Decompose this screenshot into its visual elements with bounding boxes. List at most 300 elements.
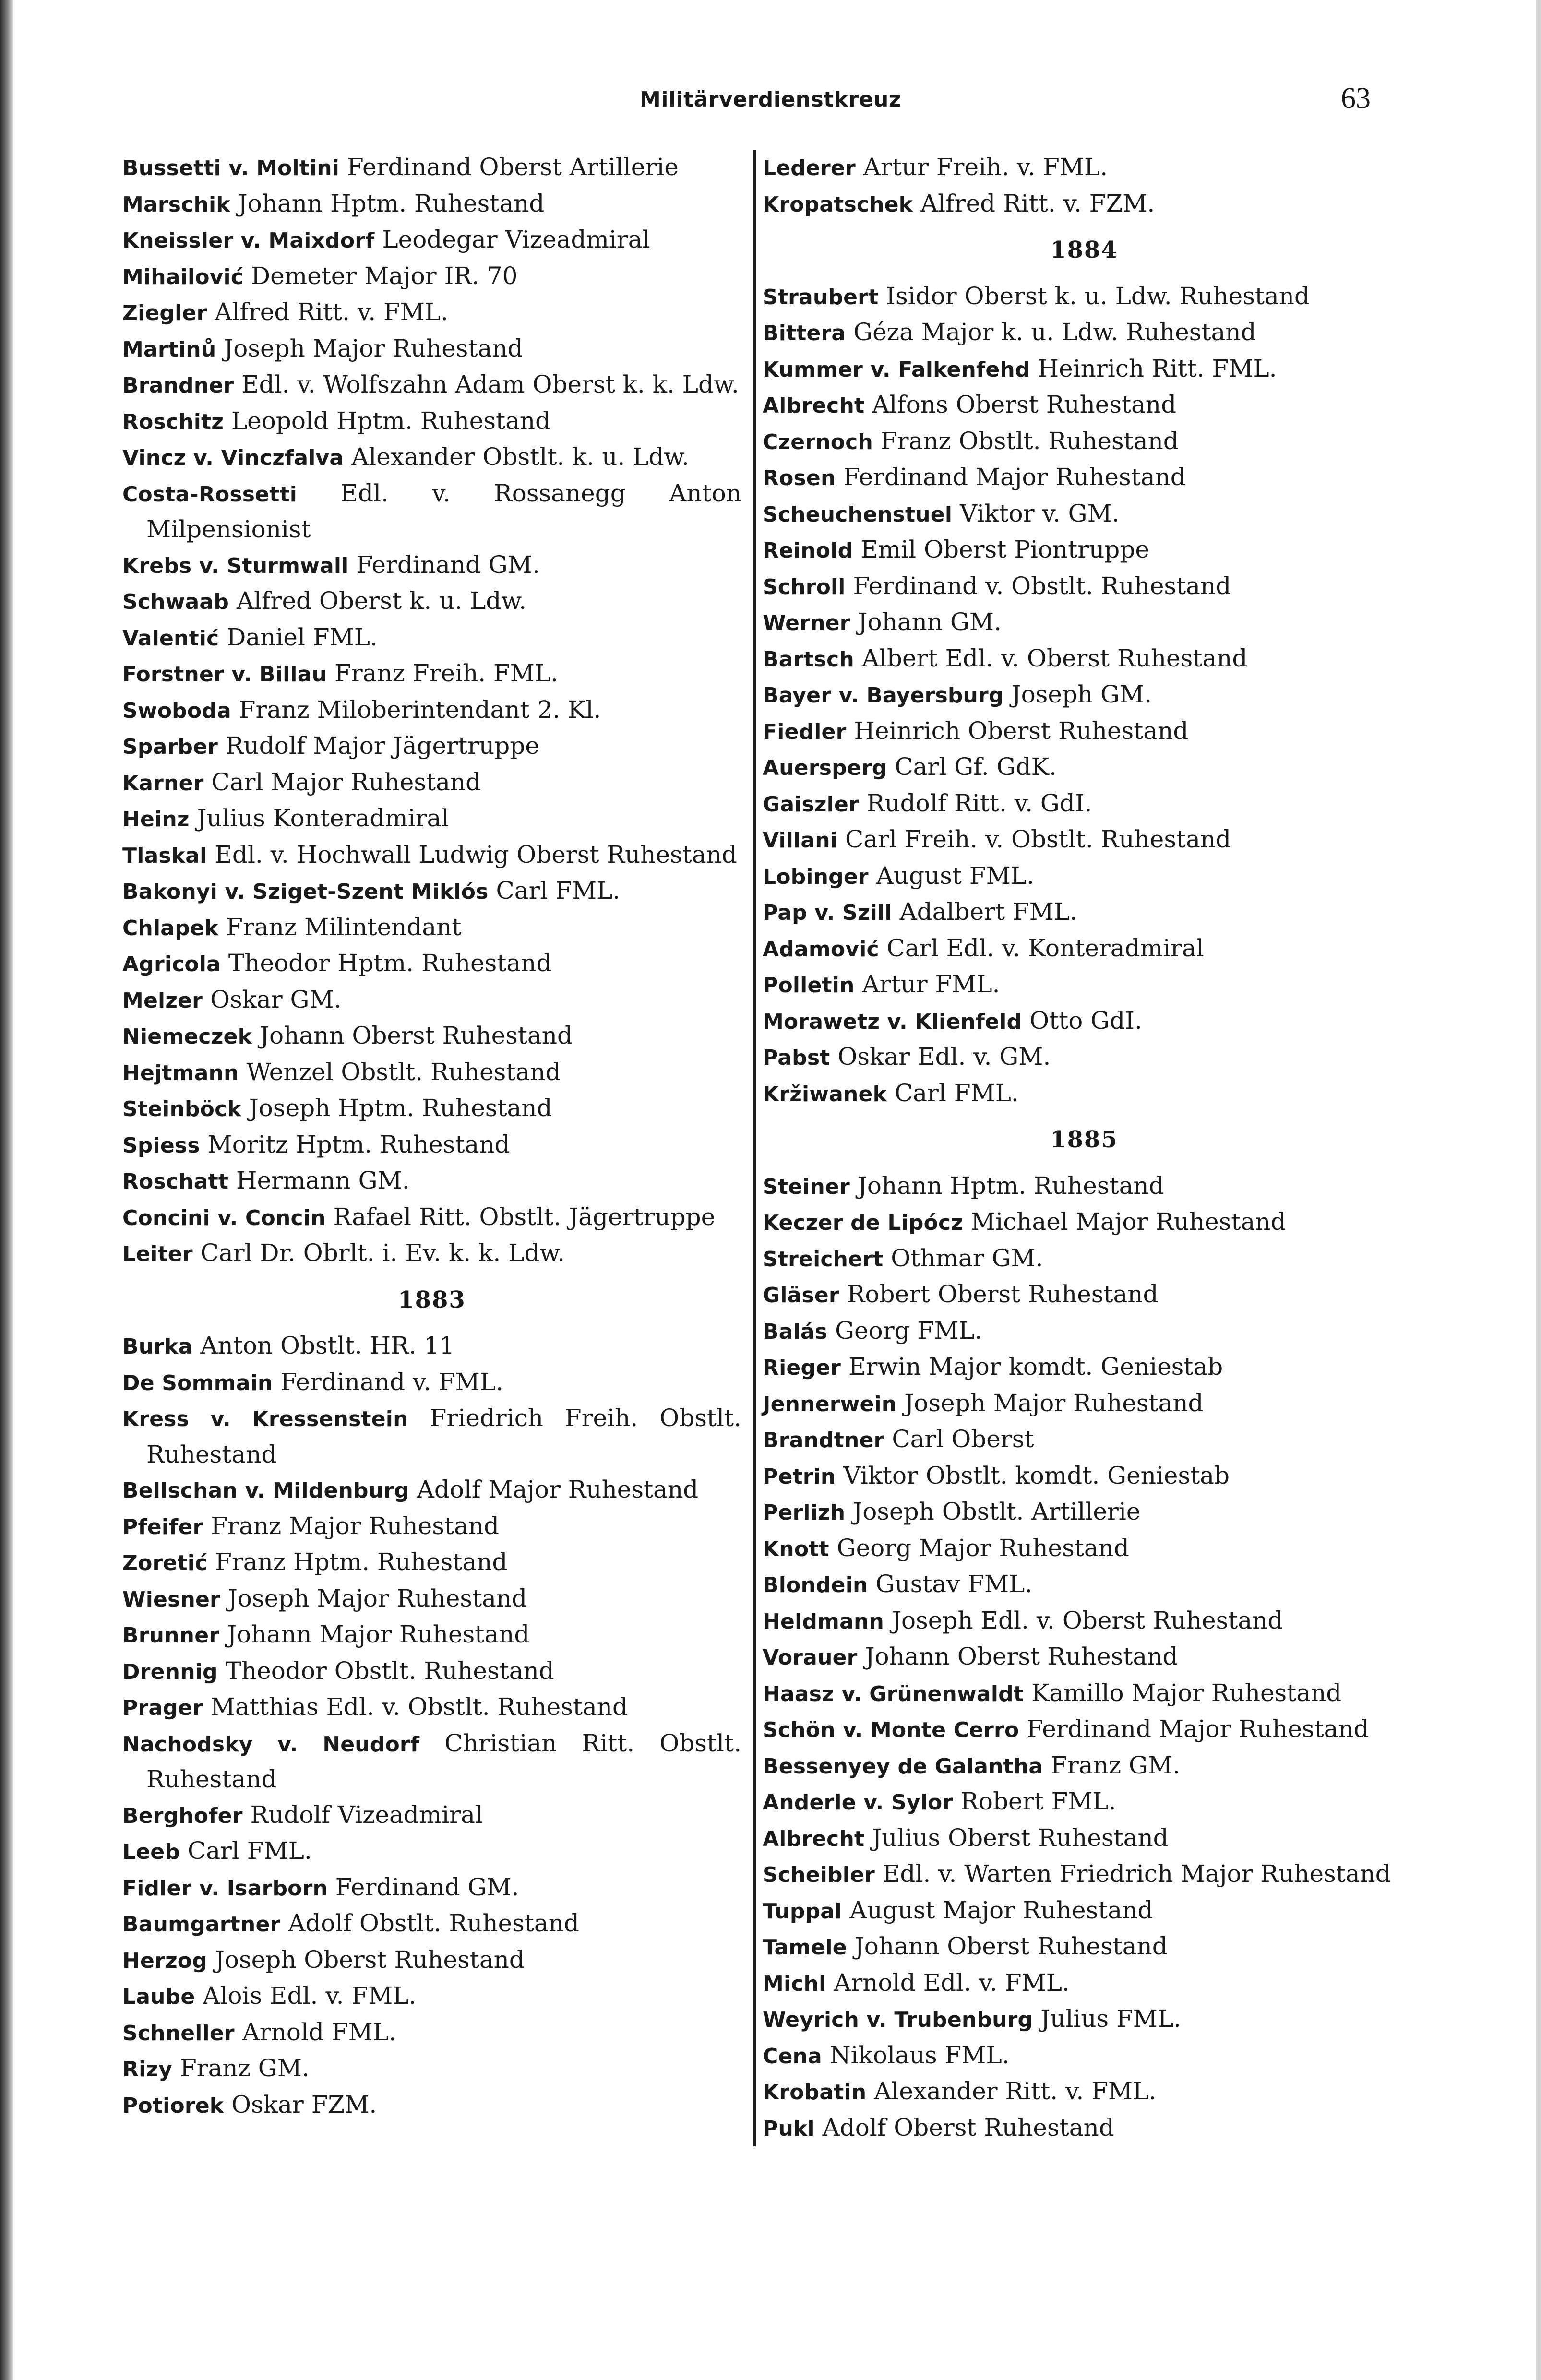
entry-details: Georg FML. xyxy=(835,1316,982,1345)
entry-details: Heinrich Ritt. FML. xyxy=(1038,354,1277,382)
list-item xyxy=(122,1545,741,1581)
entry-details: Theodor Obstlt. Ruhestand xyxy=(225,1656,554,1685)
entry-surname: Bittera xyxy=(763,321,846,345)
list-item xyxy=(122,2051,741,2087)
entry-details: August Major Ruhestand xyxy=(849,1896,1153,1924)
entry-surname: Kress v. Kressenstein xyxy=(122,1407,408,1431)
entry-surname: Baumgartner xyxy=(122,1912,281,1937)
entry-details: Franz Freih. FML. xyxy=(334,659,559,687)
list-item xyxy=(122,1509,741,1545)
entry-details: Joseph Oberst Ruhestand xyxy=(215,1945,525,1974)
entry-surname: Jennerwein xyxy=(763,1392,897,1416)
list-item xyxy=(122,367,741,404)
entry-surname: Swoboda xyxy=(122,698,231,723)
entry-surname: Karner xyxy=(122,771,204,796)
entry-surname: Martinů xyxy=(122,337,216,362)
entry-details: Alfred Ritt. v. FML. xyxy=(215,298,448,326)
entry-surname: Schön v. Monte Cerro xyxy=(763,1718,1019,1742)
entry-surname: Bessenyey de Galantha xyxy=(763,1754,1043,1779)
entry-details: Robert Oberst Ruhestand xyxy=(847,1280,1159,1308)
entry-surname: Schwaab xyxy=(122,590,229,614)
entry-details: Edl. v. Wolfszahn Adam Oberst k. k. Ldw. xyxy=(241,370,739,398)
entry-surname: Mihailović xyxy=(122,264,244,289)
list-item xyxy=(122,1833,741,1870)
list-item xyxy=(122,1236,741,1272)
entry-details: Alfred Oberst k. u. Ldw. xyxy=(236,587,527,615)
entry-details: Alexander Ritt. v. FML. xyxy=(874,2077,1157,2105)
list-item xyxy=(122,728,741,765)
list-item xyxy=(763,1893,1406,1929)
list-item xyxy=(122,295,741,331)
entry-surname: Drennig xyxy=(122,1659,218,1684)
list-item xyxy=(763,967,1406,1003)
list-item xyxy=(763,424,1406,460)
list-item xyxy=(763,1748,1406,1785)
entry-surname: Blondein xyxy=(763,1573,868,1597)
entry-details: Ferdinand Major Ruhestand xyxy=(843,463,1186,491)
list-item xyxy=(122,765,741,801)
list-item xyxy=(763,641,1406,678)
entry-surname: Albrecht xyxy=(763,393,865,418)
list-item xyxy=(122,946,741,982)
entry-surname: De Sommain xyxy=(122,1370,273,1395)
entry-details: Carl Edl. v. Konteradmiral xyxy=(886,934,1204,962)
list-item xyxy=(763,2038,1406,2074)
entry-surname: Krobatin xyxy=(763,2080,867,2105)
entry-details: Alexander Obstlt. k. u. Ldw. xyxy=(351,443,690,471)
year-heading: 1884 xyxy=(1050,237,1118,263)
entry-surname: Brandner xyxy=(122,373,234,398)
entry-details: Daniel FML. xyxy=(227,623,378,651)
entry-details: Othmar GM. xyxy=(891,1244,1043,1272)
entry-surname: Heinz xyxy=(122,807,190,832)
list-item xyxy=(763,279,1406,315)
entry-surname: Pabst xyxy=(763,1046,830,1070)
entry-surname: Steinböck xyxy=(122,1097,241,1121)
entry-surname: Kropatschek xyxy=(763,192,913,217)
entry-details: Emil Oberst Piontruppe xyxy=(860,536,1149,563)
entry-details: Isidor Oberst k. u. Ldw. Ruhestand xyxy=(886,282,1310,310)
list-item xyxy=(122,873,741,910)
entry-surname: Perlizh xyxy=(763,1500,846,1525)
entry-surname: Valentić xyxy=(122,626,219,651)
entry-details: Ferdinand GM. xyxy=(356,550,540,579)
list-item xyxy=(763,1076,1406,1112)
list-item xyxy=(763,1494,1406,1531)
entry-details: Moritz Hptm. Ruhestand xyxy=(207,1130,510,1158)
list-item xyxy=(122,1018,741,1055)
entry-surname: Straubert xyxy=(763,285,879,309)
list-item xyxy=(763,387,1406,424)
list-item xyxy=(122,2087,741,2124)
list-item xyxy=(122,1055,741,1091)
entry-surname: Brunner xyxy=(122,1623,220,1648)
entry-details: Joseph Edl. v. Oberst Ruhestand xyxy=(891,1606,1283,1634)
entry-surname: Laube xyxy=(122,1985,195,2009)
entry-details: Oskar FZM. xyxy=(231,2090,377,2118)
list-item xyxy=(763,2001,1406,2038)
entry-surname: Gläser xyxy=(763,1283,839,1308)
page-number: 63 xyxy=(1341,82,1371,115)
entry-surname: Hejtmann xyxy=(122,1060,239,1085)
list-item xyxy=(122,583,741,620)
list-item xyxy=(763,677,1406,714)
entry-surname: Krebs v. Sturmwall xyxy=(122,553,349,578)
list-item xyxy=(122,476,741,547)
entry-surname: Gaiszler xyxy=(763,792,859,817)
list-item xyxy=(122,910,741,946)
list-item xyxy=(763,1603,1406,1640)
entry-surname: Rizy xyxy=(122,2057,173,2082)
entry-details: Franz Milintendant xyxy=(226,913,462,941)
list-item xyxy=(763,1712,1406,1748)
entry-details: Johann Major Ruhestand xyxy=(227,1620,530,1648)
entry-details: Leodegar Vizeadmiral xyxy=(382,226,650,253)
list-item xyxy=(122,1127,741,1164)
entry-surname: Heldmann xyxy=(763,1609,884,1634)
list-item xyxy=(122,404,741,440)
entry-details: Arnold Edl. v. FML. xyxy=(834,1968,1070,1997)
list-item xyxy=(763,1168,1406,1205)
entry-details: Kamillo Major Ruhestand xyxy=(1031,1678,1342,1707)
list-item xyxy=(763,351,1406,388)
entry-details: Franz Miloberintendant 2. Kl. xyxy=(239,695,601,724)
entry-details: Edl. v. Warten Friedrich Major Ruhestand xyxy=(882,1860,1391,1888)
list-item xyxy=(763,496,1406,533)
entry-surname: Spiess xyxy=(122,1133,200,1158)
list-item xyxy=(122,801,741,837)
entry-surname: Zoretić xyxy=(122,1551,208,1575)
entry-surname: Streichert xyxy=(763,1247,884,1272)
list-item xyxy=(122,692,741,729)
entry-surname: Polletin xyxy=(763,973,855,998)
entry-surname: Niemeczek xyxy=(122,1024,252,1049)
list-item xyxy=(122,1163,741,1200)
entry-details: Viktor Obstlt. komdt. Geniestab xyxy=(843,1461,1230,1489)
list-item xyxy=(122,1365,741,1401)
entry-surname: Forstner v. Billau xyxy=(122,662,327,687)
list-item xyxy=(763,605,1406,641)
list-item xyxy=(122,1401,741,1472)
list-item xyxy=(763,2110,1406,2147)
entry-surname: Leeb xyxy=(122,1840,180,1864)
list-item xyxy=(122,2015,741,2051)
entry-details: Franz Obstlt. Ruhestand xyxy=(880,427,1179,455)
list-item xyxy=(122,1617,741,1654)
entry-surname: Herzog xyxy=(122,1948,207,1973)
entry-surname: Michl xyxy=(763,1971,826,1996)
list-item xyxy=(763,1313,1406,1350)
list-item xyxy=(763,750,1406,786)
list-item xyxy=(763,1531,1406,1567)
entry-details: Carl FML. xyxy=(187,1837,312,1865)
entry-surname: Marschik xyxy=(122,192,230,217)
entry-details: Rudolf Ritt. v. GdI. xyxy=(866,789,1092,817)
entry-surname: Bartsch xyxy=(763,647,854,672)
entry-surname: Kummer v. Falkenfehd xyxy=(763,357,1030,382)
entry-details: Michael Major Ruhestand xyxy=(971,1208,1286,1236)
entry-surname: Chlapek xyxy=(122,916,219,940)
entry-surname: Brandtner xyxy=(763,1428,884,1452)
entry-surname: Scheuchenstuel xyxy=(763,502,953,527)
entry-details: Edl. v. Rossanegg Anton Milpensionist xyxy=(146,479,741,543)
list-item xyxy=(763,1039,1406,1076)
entry-surname: Fiedler xyxy=(763,719,847,744)
list-item xyxy=(763,714,1406,750)
entry-details: Gustav FML. xyxy=(875,1570,1033,1598)
list-item xyxy=(763,460,1406,496)
entry-details: August FML. xyxy=(876,861,1034,890)
list-item xyxy=(122,1942,741,1979)
entry-surname: Agricola xyxy=(122,952,221,976)
list-item xyxy=(122,150,741,186)
entry-details: Franz GM. xyxy=(1051,1751,1181,1779)
entry-details: Johann Hptm. Ruhestand xyxy=(857,1171,1164,1200)
entry-details: Joseph Major Ruhestand xyxy=(904,1389,1204,1417)
entry-details: Alois Edl. v. FML. xyxy=(203,1982,417,2010)
entry-details: Friedrich Freih. Obstlt. Ruhestand xyxy=(146,1404,741,1468)
entry-surname: Leiter xyxy=(122,1242,193,1266)
list-item xyxy=(763,1929,1406,1965)
entry-details: Carl Major Ruhestand xyxy=(211,768,481,796)
entry-details: Theodor Hptm. Ruhestand xyxy=(228,949,552,977)
entry-details: Géza Major k. u. Ldw. Ruhestand xyxy=(853,318,1256,346)
list-item xyxy=(122,547,741,584)
entry-surname: Tuppal xyxy=(763,1899,842,1924)
entry-surname: Pap v. Szill xyxy=(763,901,892,925)
list-item xyxy=(122,222,741,259)
entry-details: Franz Hptm. Ruhestand xyxy=(215,1548,508,1576)
left-column xyxy=(122,150,741,2123)
list-item xyxy=(763,858,1406,895)
list-item xyxy=(122,1654,741,1690)
list-item xyxy=(763,1241,1406,1277)
entry-details: Ferdinand Oberst Artillerie xyxy=(347,153,679,181)
entry-details: Carl Oberst xyxy=(892,1425,1034,1453)
entry-surname: Werner xyxy=(763,611,850,635)
list-item xyxy=(763,1856,1406,1893)
entry-surname: Berghofer xyxy=(122,1803,243,1828)
entry-details: Franz GM. xyxy=(179,2054,310,2082)
entry-details: Alfons Oberst Ruhestand xyxy=(872,391,1177,418)
entry-surname: Burka xyxy=(122,1334,193,1359)
list-item xyxy=(763,532,1406,569)
entry-details: Carl Gf. GdK. xyxy=(895,753,1057,781)
list-item xyxy=(122,982,741,1019)
entry-details: Artur FML. xyxy=(862,970,1000,998)
entry-details: Georg Major Ruhestand xyxy=(836,1534,1129,1562)
list-item xyxy=(763,1204,1406,1241)
entry-details: Joseph Obstlt. Artillerie xyxy=(853,1498,1141,1525)
entry-surname: Morawetz v. Klienfeld xyxy=(763,1009,1022,1034)
entry-details: Viktor v. GM. xyxy=(960,499,1120,527)
list-item xyxy=(763,1349,1406,1386)
entry-details: Nikolaus FML. xyxy=(829,2041,1010,2069)
entry-details: Johann GM. xyxy=(858,608,1002,636)
entry-details: Matthias Edl. v. Obstlt. Ruhestand xyxy=(210,1693,628,1721)
scan-binding-edge xyxy=(0,0,13,2380)
list-item xyxy=(122,837,741,874)
entry-details: Joseph Major Ruhestand xyxy=(224,334,523,362)
entry-details: Erwin Major komdt. Geniestab xyxy=(848,1353,1223,1380)
list-item xyxy=(763,315,1406,351)
entry-details: Albert Edl. v. Oberst Ruhestand xyxy=(861,644,1248,672)
entry-surname: Scheibler xyxy=(763,1863,875,1887)
list-item xyxy=(122,620,741,656)
entry-details: Robert FML. xyxy=(960,1787,1116,1815)
entry-details: Carl Freih. v. Obstlt. Ruhestand xyxy=(845,825,1231,853)
entry-surname: Vincz v. Vinczfalva xyxy=(122,446,344,470)
entry-details: Johann Oberst Ruhestand xyxy=(865,1642,1178,1670)
entry-details: Adalbert FML. xyxy=(899,898,1077,926)
entry-details: Johann Oberst Ruhestand xyxy=(854,1932,1168,1960)
entry-surname: Bayer v. Bayersburg xyxy=(763,683,1004,708)
entry-surname: Anderle v. Sylor xyxy=(763,1790,953,1815)
list-item xyxy=(122,1797,741,1834)
entry-surname: Pukl xyxy=(763,2116,815,2141)
list-item xyxy=(122,1581,741,1618)
entry-details: Arnold FML. xyxy=(242,2018,396,2046)
list-item xyxy=(763,186,1406,223)
entry-surname: Melzer xyxy=(122,988,203,1013)
list-item xyxy=(763,1458,1406,1495)
list-item xyxy=(763,1965,1406,2002)
entry-details: Julius FML. xyxy=(1040,2005,1182,2033)
entry-surname: Kržiwanek xyxy=(763,1082,887,1107)
entry-surname: Lobinger xyxy=(763,864,869,889)
entry-surname: Cena xyxy=(763,2044,822,2069)
entry-surname: Villani xyxy=(763,828,838,853)
entry-surname: Rieger xyxy=(763,1356,841,1380)
entry-surname: Prager xyxy=(122,1696,203,1720)
entry-surname: Bakonyi v. Sziget-Szent Miklós xyxy=(122,880,489,904)
entry-details: Johann Hptm. Ruhestand xyxy=(238,189,545,217)
entry-surname: Schroll xyxy=(763,574,846,599)
list-item xyxy=(763,2074,1406,2110)
entry-details: Alfred Ritt. v. FZM. xyxy=(920,189,1155,217)
list-item xyxy=(763,894,1406,931)
entry-surname: Costa-Rossetti xyxy=(122,482,297,507)
entry-details: Otto GdI. xyxy=(1029,1006,1142,1035)
entry-details: Oskar GM. xyxy=(210,985,342,1013)
entry-details: Julius Konteradmiral xyxy=(197,804,449,832)
entry-details: Christian Ritt. Obstlt. Ruhestand xyxy=(146,1729,741,1793)
entry-surname: Tlaskal xyxy=(122,843,207,868)
list-item xyxy=(763,822,1406,858)
entry-details: Adolf Oberst Ruhestand xyxy=(822,2113,1114,2142)
list-item xyxy=(763,786,1406,822)
list-item xyxy=(122,1726,741,1797)
entry-details: Oskar Edl. v. GM. xyxy=(837,1043,1051,1071)
entry-surname: Fidler v. Isarborn xyxy=(122,1876,328,1901)
entry-details: Carl Dr. Obrlt. i. Ev. k. k. Ldw. xyxy=(200,1239,565,1267)
entry-details: Rudolf Vizeadmiral xyxy=(250,1800,483,1829)
entry-surname: Bussetti v. Moltini xyxy=(122,156,340,180)
entry-surname: Haasz v. Grünenwaldt xyxy=(763,1681,1024,1706)
list-item xyxy=(122,1978,741,2015)
entry-details: Franz Major Ruhestand xyxy=(211,1511,499,1540)
list-item xyxy=(763,931,1406,967)
list-item xyxy=(763,1676,1406,1712)
entry-surname: Bellschan v. Mildenburg xyxy=(122,1478,409,1503)
list-item xyxy=(763,1821,1406,1857)
entry-surname: Schneller xyxy=(122,2021,235,2046)
list-item xyxy=(763,1639,1406,1676)
entry-surname: Potiorek xyxy=(122,2093,224,2118)
entry-surname: Concini v. Concin xyxy=(122,1205,326,1230)
list-item xyxy=(122,1472,741,1509)
entry-details: Ferdinand v. FML. xyxy=(280,1368,503,1396)
entry-details: Demeter Major IR. 70 xyxy=(251,262,518,290)
entry-details: Rafael Ritt. Obstlt. Jägertruppe xyxy=(333,1202,716,1231)
entry-details: Anton Obstlt. HR. 11 xyxy=(200,1332,455,1359)
entry-details: Leopold Hptm. Ruhestand xyxy=(231,406,551,435)
entry-details: Edl. v. Hochwall Ludwig Oberst Ruhestand xyxy=(215,840,737,869)
entry-surname: Tamele xyxy=(763,1935,847,1960)
entry-details: Julius Oberst Ruhestand xyxy=(872,1823,1169,1852)
entry-surname: Auersperg xyxy=(763,756,887,780)
entry-surname: Pfeifer xyxy=(122,1514,203,1539)
right-column xyxy=(753,150,1406,2146)
entry-details: Ferdinand Major Ruhestand xyxy=(1027,1715,1369,1743)
entry-details: Joseph GM. xyxy=(1011,680,1152,708)
list-item xyxy=(763,1422,1406,1458)
list-item xyxy=(122,440,741,476)
entry-details: Ferdinand GM. xyxy=(335,1873,519,1901)
entry-details: Joseph Major Ruhestand xyxy=(227,1584,527,1612)
list-item xyxy=(122,259,741,295)
entry-surname: Wiesner xyxy=(122,1587,220,1612)
list-item xyxy=(763,1277,1406,1313)
scan-page-edge xyxy=(1536,0,1541,2380)
list-item xyxy=(763,1003,1406,1040)
entry-details: Rudolf Major Jägertruppe xyxy=(225,732,539,760)
entry-details: Johann Oberst Ruhestand xyxy=(259,1022,573,1049)
list-item xyxy=(122,1690,741,1726)
entry-surname: Knott xyxy=(763,1536,829,1561)
list-item xyxy=(763,150,1406,186)
list-item xyxy=(122,186,741,223)
list-item xyxy=(122,1328,741,1365)
entry-surname: Rosen xyxy=(763,466,836,490)
entry-surname: Roschatt xyxy=(122,1169,229,1194)
entry-surname: Lederer xyxy=(763,156,856,180)
list-item xyxy=(763,1567,1406,1603)
entry-surname: Ziegler xyxy=(122,301,207,325)
entry-surname: Keczer de Lipócz xyxy=(763,1211,964,1235)
entry-surname: Roschitz xyxy=(122,409,224,434)
entry-details: Carl FML. xyxy=(496,877,621,904)
entry-details: Hermann GM. xyxy=(236,1166,410,1194)
entry-details: Joseph Hptm. Ruhestand xyxy=(249,1094,552,1122)
list-item xyxy=(763,1784,1406,1821)
list-item xyxy=(763,569,1406,605)
list-item xyxy=(122,1870,741,1906)
running-header-title: Militärverdienstkreuz xyxy=(640,87,901,112)
entry-surname: Sparber xyxy=(122,735,218,759)
entry-details: Ferdinand v. Obstlt. Ruhestand xyxy=(853,571,1231,600)
list-item xyxy=(122,331,741,368)
entry-surname: Kneissler v. Maixdorf xyxy=(122,228,375,253)
entry-details: Heinrich Oberst Ruhestand xyxy=(854,716,1189,745)
year-heading: 1885 xyxy=(1050,1126,1118,1153)
list-item xyxy=(122,1906,741,1942)
entry-surname: Steiner xyxy=(763,1174,850,1199)
entry-surname: Reinold xyxy=(763,538,853,563)
entry-surname: Czernoch xyxy=(763,429,873,454)
entry-details: Wenzel Obstlt. Ruhestand xyxy=(246,1058,561,1086)
entry-surname: Albrecht xyxy=(763,1826,865,1851)
